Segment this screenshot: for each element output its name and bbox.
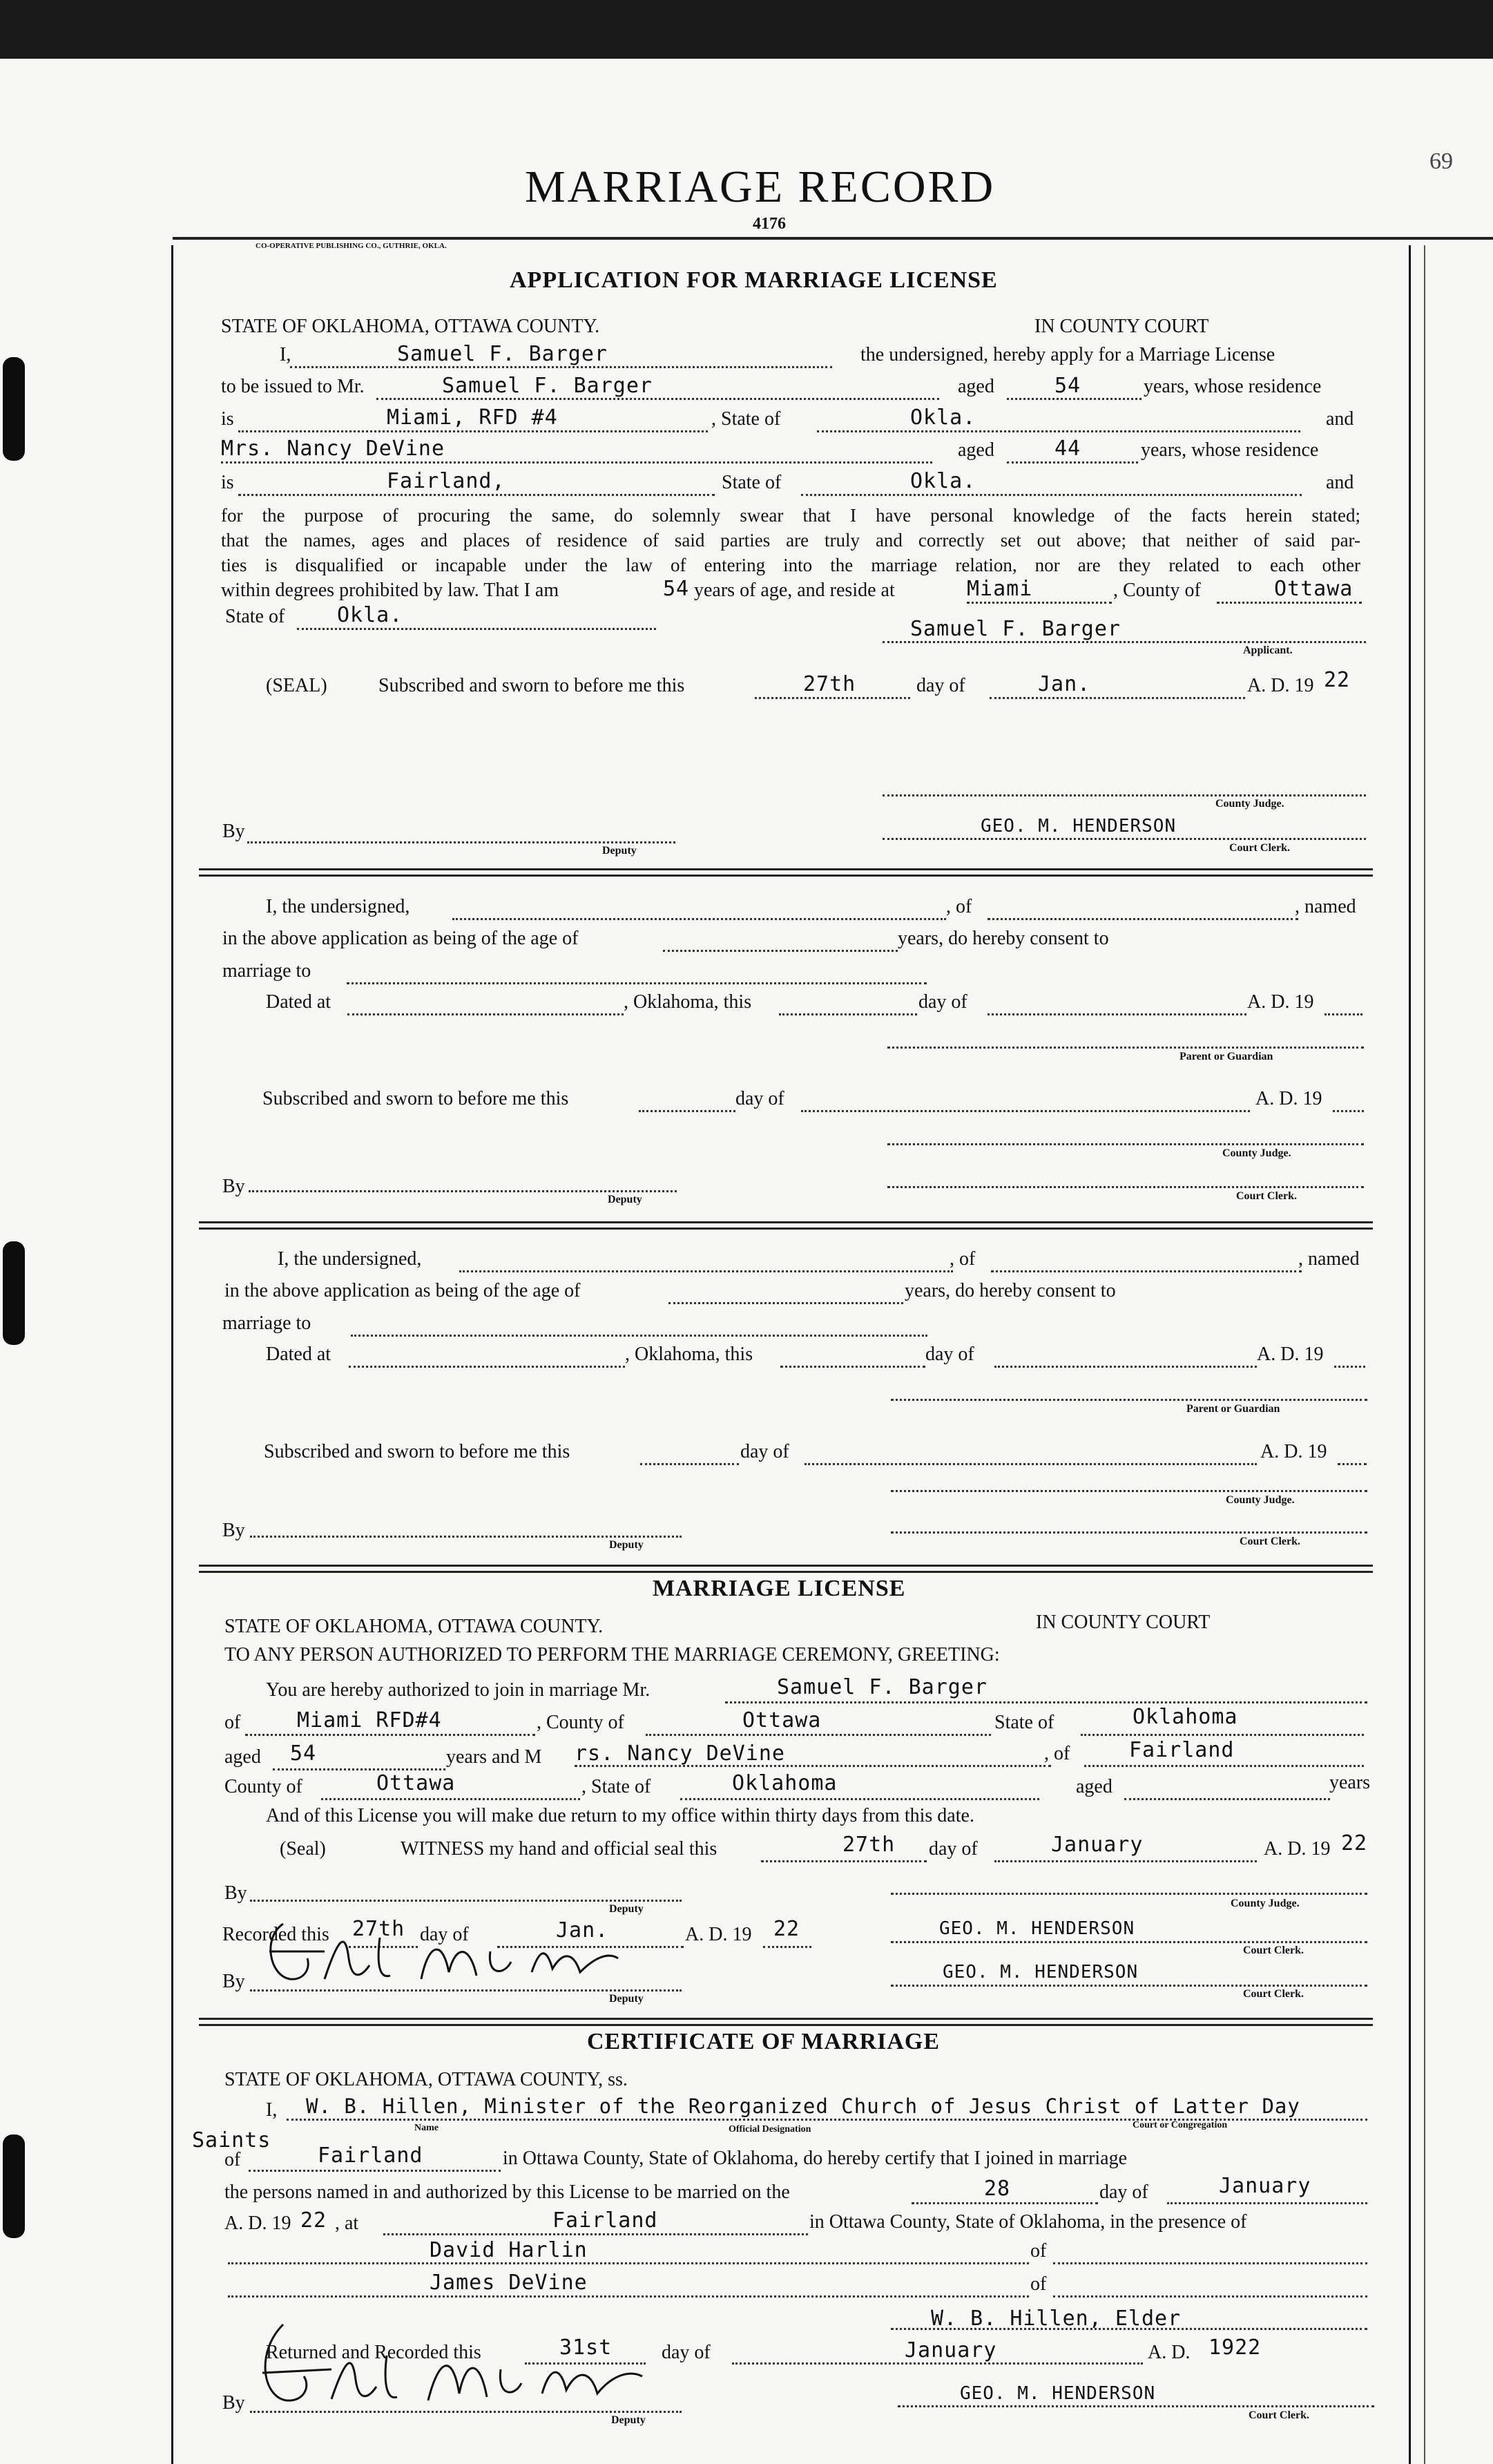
oath-line-1: for the purpose of procuring the same, do solemnly swear that I have personal knowledge of the facts herein stated; [221, 505, 1360, 526]
license-authorized: You are hereby authorized to join in marriage Mr. [266, 1679, 651, 1701]
license-years-and-label: years and M [446, 1746, 542, 1768]
bride-aged-label: aged [958, 439, 994, 461]
license-court-clerk-caption: Court Clerk. [1243, 1945, 1304, 1956]
aged-label: aged [958, 376, 994, 397]
certificate-deputy-caption: Deputy [611, 2414, 646, 2426]
license-groom-residence-line [245, 1734, 535, 1736]
license-judge-sig-line [891, 1941, 1367, 1943]
consent2-by: By [222, 1520, 245, 1541]
groom-name: Samuel F. Barger [442, 374, 653, 398]
consent1-parent-caption: Parent or Guardian [1179, 1051, 1273, 1062]
app-clerk-line [883, 838, 1366, 840]
consent2-sworn: Subscribed and sworn to before me this [264, 1441, 570, 1462]
applicant-residence: Miami [967, 577, 1033, 601]
license-ad-label: A. D. 19 [1264, 1838, 1331, 1860]
bride-state: Okla. [910, 469, 976, 493]
license-bride-state: Oklahoma [732, 1771, 838, 1795]
consent2-of: , of [950, 1248, 976, 1270]
page-number: 69 [1429, 149, 1453, 174]
license-groom-age: 54 [290, 1741, 317, 1766]
consent1-of: , of [946, 896, 972, 917]
certificate-returned-month-line [732, 2362, 1143, 2365]
is-label: is [221, 408, 234, 430]
certificate-day-line [912, 2202, 1098, 2204]
consent2-deputy-line [250, 1536, 682, 1538]
license-aged-label: aged [224, 1746, 261, 1768]
consent1-clerk-line [887, 1186, 1364, 1188]
certificate-deputy-signature-icon [235, 2318, 649, 2421]
license-by-label2: By [222, 1971, 245, 1992]
consent1-marriage-to-line [347, 982, 927, 984]
oath-line-4b: years of age, and reside at [694, 580, 895, 601]
publisher-imprint: CO-OPERATIVE PUBLISHING CO., GUTHRIE, OKLA. [256, 242, 447, 250]
consent1-ad: A. D. 19 [1247, 991, 1314, 1013]
license-deputy-line2 [250, 1989, 682, 1992]
license-deputy-line [250, 1900, 682, 1902]
and-label: and [1326, 408, 1354, 430]
consent2-age-a: in the above application as being of the age of [224, 1280, 581, 1301]
consent1-sworn-year-line [1333, 1110, 1364, 1112]
sworn-day: 27th [803, 672, 856, 696]
license-of-label: of [224, 1712, 241, 1733]
license-day-of-label: day of [929, 1838, 978, 1860]
license-groom-state-line [1081, 1734, 1364, 1736]
applicant-residence-line [967, 602, 1112, 604]
license-by-label: By [224, 1882, 247, 1904]
license-recorded-day: 27th [352, 1917, 405, 1941]
groom-residence: Miami, RFD #4 [387, 405, 558, 430]
license-aged-label2: aged [1076, 1776, 1112, 1797]
certificate-witness2-line [228, 2295, 1029, 2298]
state-of-label: , State of [711, 408, 781, 430]
certificate-by-label: By [222, 2392, 245, 2414]
consent1-deputy-caption: Deputy [608, 1194, 642, 1205]
app-deputy-line [247, 841, 675, 843]
license-recorded-label: Recorded this [222, 1924, 329, 1945]
certificate-witness1: David Harlin [430, 2238, 588, 2262]
consent2-age-b: years, do hereby consent to [905, 1280, 1116, 1301]
app-court-clerk-caption: Court Clerk. [1229, 842, 1290, 854]
license-state-of-label: State of [994, 1712, 1054, 1733]
certificate-of-label: of [224, 2149, 241, 2170]
i-label: I, [280, 344, 291, 365]
applicant-age: 54 [663, 577, 690, 601]
certificate-officiant-sig-line [891, 2328, 1367, 2330]
certificate-ad-label: A. D. 19 [224, 2213, 291, 2234]
binder-hole-bottom [3, 2134, 25, 2238]
binder-hole-middle [3, 1241, 25, 1345]
certificate-marriage-year: 22 [300, 2208, 327, 2233]
license-state-label: , State of [581, 1776, 651, 1797]
license-bride-residence: Fairland [1129, 1738, 1235, 1762]
certificate-officiant-signature: W. B. Hillen, Elder [931, 2307, 1182, 2331]
certificate-clerk-line [898, 2405, 1374, 2407]
applicant-signature-line [883, 641, 1366, 643]
license-bride-county-line [321, 1798, 580, 1800]
certificate-at-label: , at [335, 2213, 359, 2234]
years-residence-label: years, whose residence [1144, 376, 1322, 397]
county-judge-line [883, 794, 1366, 796]
consent2-ad: A. D. 19 [1257, 1344, 1324, 1365]
consent2-parent-line [891, 1399, 1367, 1401]
sworn-year: 22 [1324, 668, 1351, 692]
consent2-sworn-year-line [1338, 1463, 1367, 1465]
app-deputy-caption: Deputy [602, 845, 637, 857]
bride-name: Mrs. Nancy DeVine [221, 437, 445, 461]
applicant-county-line [1217, 602, 1362, 604]
application-court: IN COUNTY COURT [1034, 316, 1209, 337]
license-recorded-month: Jan. [556, 1918, 609, 1942]
certificate-returned-month: January [905, 2338, 997, 2362]
license-county-label: County of [224, 1776, 302, 1797]
license-state-county: STATE OF OKLAHOMA, OTTAWA COUNTY. [224, 1616, 604, 1637]
consent1-of-line [988, 918, 1298, 920]
application-heading: APPLICATION FOR MARRIAGE LICENSE [510, 267, 998, 293]
certificate-witness2-of-line [1053, 2295, 1367, 2298]
consent2-marriage-to: marriage to [222, 1312, 311, 1334]
applicant-signature: Samuel F. Barger [910, 617, 1121, 641]
license-groom-age-line [273, 1768, 445, 1770]
consent1-age-line [663, 950, 898, 952]
consent1-day-line [779, 1013, 917, 1015]
certificate-officiant-cont: Saints [192, 2128, 271, 2152]
consent1-undersigned: I, the undersigned, [266, 896, 410, 917]
license-recorded-year: 22 [773, 1917, 800, 1941]
applicant-county: Ottawa [1274, 577, 1354, 601]
consent2-deputy-caption: Deputy [609, 1539, 644, 1551]
sworn-ad-label: A. D. 19 [1247, 675, 1314, 696]
groom-state-line [817, 430, 1300, 432]
bride-years-residence-label: years, whose residence [1141, 439, 1319, 461]
record-sheet [0, 59, 1493, 2464]
oath-line-3: ties is disqualified or incapable under the law of entering into the marriage relation, nor are they related to each other [221, 555, 1360, 575]
consent2-sworn-month-line [805, 1463, 1257, 1465]
certificate-returned-dayof-label: day of [662, 2342, 711, 2363]
consent2-named: , named [1298, 1248, 1360, 1270]
bride-residence-line [238, 494, 715, 496]
certificate-designation-caption: Official Designation [729, 2124, 811, 2134]
license-of-label2: , of [1044, 1743, 1070, 1764]
license-court: IN COUNTY COURT [1036, 1612, 1211, 1633]
certificate-heading: CERTIFICATE OF MARRIAGE [587, 2029, 941, 2054]
sworn-month-line [990, 697, 1245, 699]
consent2-parent-caption: Parent or Guardian [1186, 1403, 1280, 1415]
consent2-day-of: day of [925, 1344, 974, 1365]
license-groom-county: Ottawa [742, 1708, 822, 1732]
certificate-returned-ad-label: A. D. [1148, 2342, 1191, 2363]
license-judge-caption: County Judge. [1231, 1898, 1300, 1909]
consent1-day-of: day of [918, 991, 967, 1013]
consent1-judge-caption: County Judge. [1222, 1147, 1291, 1159]
bride-age: 44 [1054, 437, 1081, 461]
consent1-dated-at: Dated at [266, 991, 331, 1013]
consent2-sworn-day-line [640, 1463, 739, 1465]
bride-state-line [801, 494, 1302, 496]
certificate-church-line [249, 2170, 501, 2172]
consent2-day-line [780, 1366, 925, 1368]
section-divider-4 [199, 2018, 1373, 2026]
license-judge-signature: GEO. M. HENDERSON [939, 1918, 1135, 1939]
bride-residence: Fairland, [387, 469, 505, 493]
bride-state-of-label: State of [722, 472, 782, 493]
license-deputy-signature-icon [242, 1910, 628, 2000]
license-clerk-signature: GEO. M. HENDERSON [943, 1962, 1139, 1983]
frame-left-line [171, 245, 173, 2464]
sworn-text: Subscribed and sworn to before me this [378, 675, 685, 696]
license-witness-year: 22 [1341, 1831, 1368, 1855]
consent1-year-line [1325, 1013, 1362, 1015]
consent1-sworn-day-of: day of [735, 1088, 784, 1109]
consent2-sworn-ad: A. D. 19 [1260, 1441, 1327, 1462]
license-clerk-sig-line [891, 1985, 1367, 1987]
applicant-name-line [290, 366, 832, 368]
oath-line-4a: within degrees prohibited by law. That I am [221, 580, 559, 601]
section-divider-2 [199, 1221, 1373, 1230]
certificate-returned-year: 1922 [1208, 2336, 1262, 2360]
consent2-year-line [1334, 1366, 1365, 1368]
groom-name-line [376, 398, 939, 400]
certificate-presence-text: in Ottawa County, State of Oklahoma, in the presence of [809, 2211, 1247, 2233]
frame-right-line-outer [1424, 245, 1425, 2464]
consent1-oklahoma-this: , Oklahoma, this [624, 991, 752, 1013]
certificate-place-line [383, 2233, 808, 2235]
consent1-parent-line [887, 1047, 1364, 1049]
license-bride-residence-line [1084, 1765, 1364, 1767]
page-title: MARRIAGE RECORD [525, 162, 996, 212]
consent1-deputy-line [249, 1190, 677, 1192]
oath-line-2: that the names, ages and places of residence of said parties are truly and correctly set out above; that neither of said par- [221, 530, 1360, 551]
consent2-marriage-to-line [351, 1335, 927, 1337]
consent2-judge-caption: County Judge. [1226, 1494, 1295, 1506]
record-number: 4176 [753, 215, 786, 233]
consent1-age-a: in the above application as being of the age of [222, 928, 579, 949]
certificate-clerk-signature: GEO. M. HENDERSON [960, 2383, 1156, 2404]
certificate-persons-text: the persons named in and authorized by this License to be married on the [224, 2181, 790, 2203]
application-state-county: STATE OF OKLAHOMA, OTTAWA COUNTY. [221, 316, 600, 337]
certificate-month-line [1167, 2202, 1367, 2204]
consent2-oklahoma-this: , Oklahoma, this [625, 1344, 753, 1365]
bride-is-label: is [221, 472, 234, 493]
certificate-marriage-place: Fairland [552, 2208, 658, 2233]
certificate-name-caption: Name [414, 2123, 439, 2133]
certificate-court-clerk-caption: Court Clerk. [1249, 2409, 1309, 2421]
license-groom-county-line [646, 1734, 991, 1736]
license-groom-residence: Miami RFD#4 [297, 1708, 442, 1732]
license-bride-county: Ottawa [376, 1771, 456, 1795]
certificate-witness2-of: of [1030, 2273, 1047, 2295]
consent1-marriage-to: marriage to [222, 960, 311, 982]
consent2-name-line [459, 1270, 953, 1272]
certificate-state-county: STATE OF OKLAHOMA, OTTAWA COUNTY, ss. [224, 2069, 628, 2090]
license-court-clerk-caption2: Court Clerk. [1243, 1988, 1304, 2000]
consent1-sworn-day-line [639, 1110, 735, 1112]
license-greeting: TO ANY PERSON AUTHORIZED TO PERFORM THE MARRIAGE CEREMONY, GREETING: [224, 1644, 1000, 1665]
license-bride-name: rs. Nancy DeVine [575, 1741, 785, 1766]
consent1-sworn: Subscribed and sworn to before me this [262, 1088, 569, 1109]
certificate-congregation-caption: Court or Congregation [1133, 2120, 1228, 2130]
seal-label: (SEAL) [266, 675, 327, 696]
frame-right-line [1409, 245, 1411, 2464]
groom-age-line [1007, 398, 1142, 400]
certificate-witness1-of: of [1030, 2240, 1047, 2262]
certificate-marriage-month: January [1219, 2174, 1311, 2198]
consent2-undersigned: I, the undersigned, [278, 1248, 422, 1270]
consent1-name-line [452, 918, 946, 920]
license-bride-line [575, 1765, 1051, 1767]
license-judge-line [891, 1893, 1367, 1895]
header-rule [173, 237, 1493, 240]
license-groom-name: Samuel F. Barger [777, 1675, 988, 1699]
app-clerk-signature: GEO. M. HENDERSON [981, 816, 1177, 837]
bride-name-line [221, 461, 932, 464]
license-deputy-caption2: Deputy [609, 1993, 644, 2005]
apply-text: the undersigned, hereby apply for a Marriage License [860, 344, 1275, 365]
applicant-state-line [297, 628, 656, 630]
consent1-clerk-caption: Court Clerk. [1236, 1190, 1297, 1202]
consent1-dated-line [347, 1013, 624, 1015]
license-witness-month-line [994, 1860, 1257, 1862]
consent1-age-b: years, do hereby consent to [898, 928, 1109, 949]
consent1-month-line [988, 1013, 1246, 1015]
license-witness-month: January [1051, 1833, 1144, 1857]
license-witness-text: WITNESS my hand and official seal this [401, 1838, 717, 1860]
consent1-named: , named [1295, 896, 1356, 917]
applicant-state-label: State of [225, 606, 285, 627]
certificate-officiant: W. B. Hillen, Minister of the Reorganized Church of Jesus Christ of Latter Day [306, 2094, 1300, 2118]
certificate-witness1-line [228, 2262, 1029, 2264]
section-divider-3 [199, 1565, 1373, 1573]
issued-to-label: to be issued to Mr. [221, 376, 365, 397]
certificate-returned-label: Returned and Recorded this [266, 2342, 481, 2363]
license-return-text: And of this License you will make due return to my office within thirty days from this date. [266, 1805, 974, 1826]
sworn-month: Jan. [1038, 672, 1091, 696]
applicant-caption: Applicant. [1243, 644, 1293, 656]
license-heading: MARRIAGE LICENSE [653, 1576, 906, 1601]
license-groom-state: Oklahoma [1133, 1705, 1238, 1729]
certificate-marriage-day: 28 [984, 2177, 1011, 2201]
consent1-by: By [222, 1176, 245, 1197]
consent1-sworn-ad: A. D. 19 [1255, 1088, 1322, 1109]
applicant-name: Samuel F. Barger [397, 342, 608, 366]
certificate-returned-day: 31st [559, 2336, 613, 2360]
license-recorded-ad-label: A. D. 19 [685, 1924, 752, 1945]
groom-age: 54 [1054, 374, 1081, 398]
consent2-sworn-day-of: day of [740, 1441, 789, 1462]
consent2-judge-line [891, 1490, 1367, 1492]
license-groom-line [725, 1701, 1367, 1703]
consent1-sworn-month-line [801, 1110, 1250, 1112]
license-recorded-year-line [763, 1946, 811, 1948]
license-seal-label: (Seal) [280, 1838, 326, 1860]
county-judge-caption: County Judge. [1215, 798, 1284, 810]
consent2-dated-at: Dated at [266, 1344, 331, 1365]
license-bride-state-line [680, 1798, 1039, 1800]
sworn-day-line [755, 697, 910, 699]
certificate-i-label: I, [266, 2099, 278, 2121]
sworn-day-of-label: day of [916, 675, 965, 696]
bride-and-label: and [1326, 472, 1354, 493]
bride-age-line [1007, 461, 1138, 464]
groom-residence-line [238, 430, 708, 432]
license-recorded-dayof-label: day of [420, 1924, 469, 1945]
license-deputy-caption: Deputy [609, 1903, 644, 1915]
certificate-day-of-label: day of [1099, 2181, 1148, 2203]
license-witness-day-line [761, 1860, 927, 1862]
license-bride-age-line [1124, 1798, 1330, 1800]
license-years-label: years [1329, 1772, 1371, 1793]
certificate-church-location: Fairland [318, 2143, 423, 2168]
consent2-clerk-line [891, 1531, 1367, 1534]
county-of-label: , County of [1113, 580, 1201, 601]
license-county-of-label: , County of [537, 1712, 624, 1733]
consent2-month-line [994, 1366, 1257, 1368]
license-witness-day: 27th [842, 1833, 896, 1857]
consent2-age-line [668, 1302, 903, 1304]
binder-hole-top [3, 357, 25, 461]
groom-state: Okla. [910, 405, 976, 430]
certificate-witness2: James DeVine [430, 2271, 588, 2295]
consent2-of-line [991, 1270, 1302, 1272]
section-divider-1 [199, 868, 1373, 877]
certificate-deputy-line [250, 2411, 682, 2413]
consent2-dated-line [349, 1366, 625, 1368]
app-by-label: By [222, 821, 245, 842]
consent2-clerk-caption: Court Clerk. [1240, 1536, 1300, 1547]
consent1-judge-line [887, 1143, 1364, 1145]
applicant-state: Okla. [337, 603, 403, 627]
certificate-certify-text: in Ottawa County, State of Oklahoma, do hereby certify that I joined in marriage [503, 2148, 1128, 2169]
certificate-witness1-of-line [1053, 2262, 1367, 2264]
